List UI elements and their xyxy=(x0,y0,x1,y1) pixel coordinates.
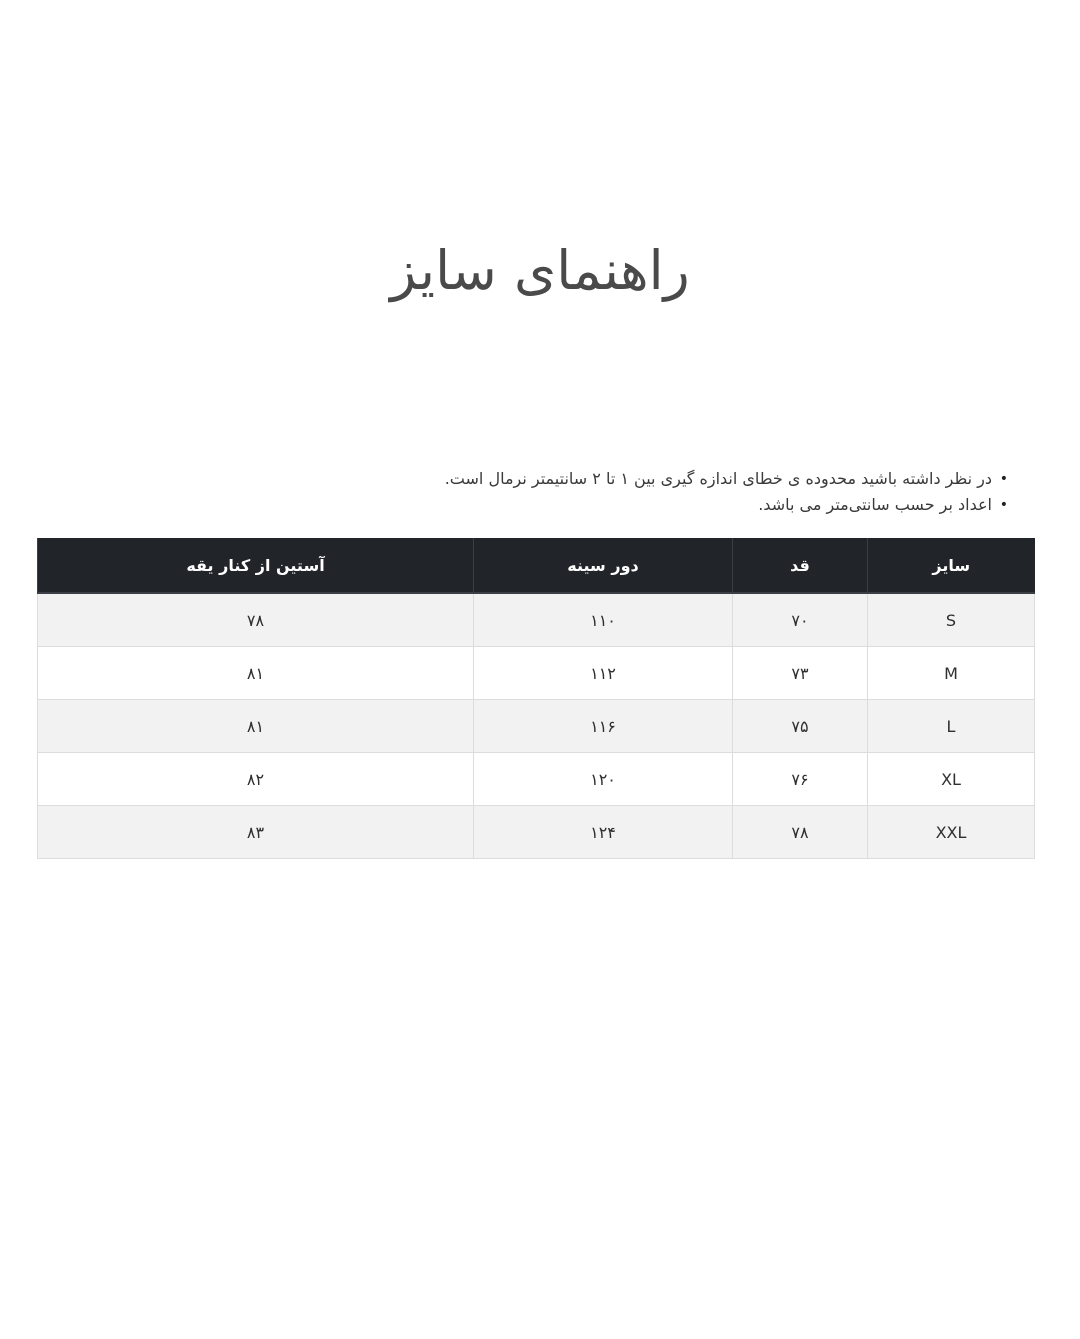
table-header-row xyxy=(38,538,1035,593)
table-row xyxy=(38,700,1035,753)
cell-sleeve: ۸۱ xyxy=(38,700,474,753)
cell-chest: ۱۲۴ xyxy=(474,806,733,859)
cell-height: ۷۳ xyxy=(733,647,868,700)
header-chest: دور سینه xyxy=(474,538,733,593)
table-row xyxy=(38,593,1035,647)
cell-chest: ۱۲۰ xyxy=(474,753,733,806)
cell-height: ۷۶ xyxy=(733,753,868,806)
header-height: قد xyxy=(733,538,868,593)
cell-height: ۷۰ xyxy=(733,593,868,647)
cell-sleeve: ۸۳ xyxy=(38,806,474,859)
cell-chest: ۱۱۲ xyxy=(474,647,733,700)
page-title: راهنمای سایز xyxy=(390,239,690,302)
notes-list xyxy=(92,466,1008,518)
cell-size: XL xyxy=(868,753,1035,806)
note-item xyxy=(92,492,1008,518)
cell-height: ۷۸ xyxy=(733,806,868,859)
cell-chest: ۱۱۶ xyxy=(474,700,733,753)
table-row xyxy=(38,806,1035,859)
size-chart-table xyxy=(37,538,1035,859)
note-text: در نظر داشته باشید محدوده ی خطای اندازه گیری بین ۱ تا ۲ سانتیمتر نرمال است. xyxy=(444,469,992,488)
header-sleeve: آستین از کنار یقه xyxy=(38,538,474,593)
cell-size: L xyxy=(868,700,1035,753)
cell-chest: ۱۱۰ xyxy=(474,593,733,647)
cell-height: ۷۵ xyxy=(733,700,868,753)
cell-sleeve: ۷۸ xyxy=(38,593,474,647)
cell-size: M xyxy=(868,647,1035,700)
note-text: اعداد بر حسب سانتی‌متر می باشد. xyxy=(758,495,992,514)
cell-sleeve: ۸۱ xyxy=(38,647,474,700)
table-row xyxy=(38,753,1035,806)
cell-sleeve: ۸۲ xyxy=(38,753,474,806)
cell-size: XXL xyxy=(868,806,1035,859)
note-item xyxy=(92,466,1008,492)
bullet-icon: • xyxy=(999,471,1008,487)
cell-size: S xyxy=(868,593,1035,647)
bullet-icon: • xyxy=(999,497,1008,513)
header-size: سایز xyxy=(868,538,1035,593)
table-row xyxy=(38,647,1035,700)
